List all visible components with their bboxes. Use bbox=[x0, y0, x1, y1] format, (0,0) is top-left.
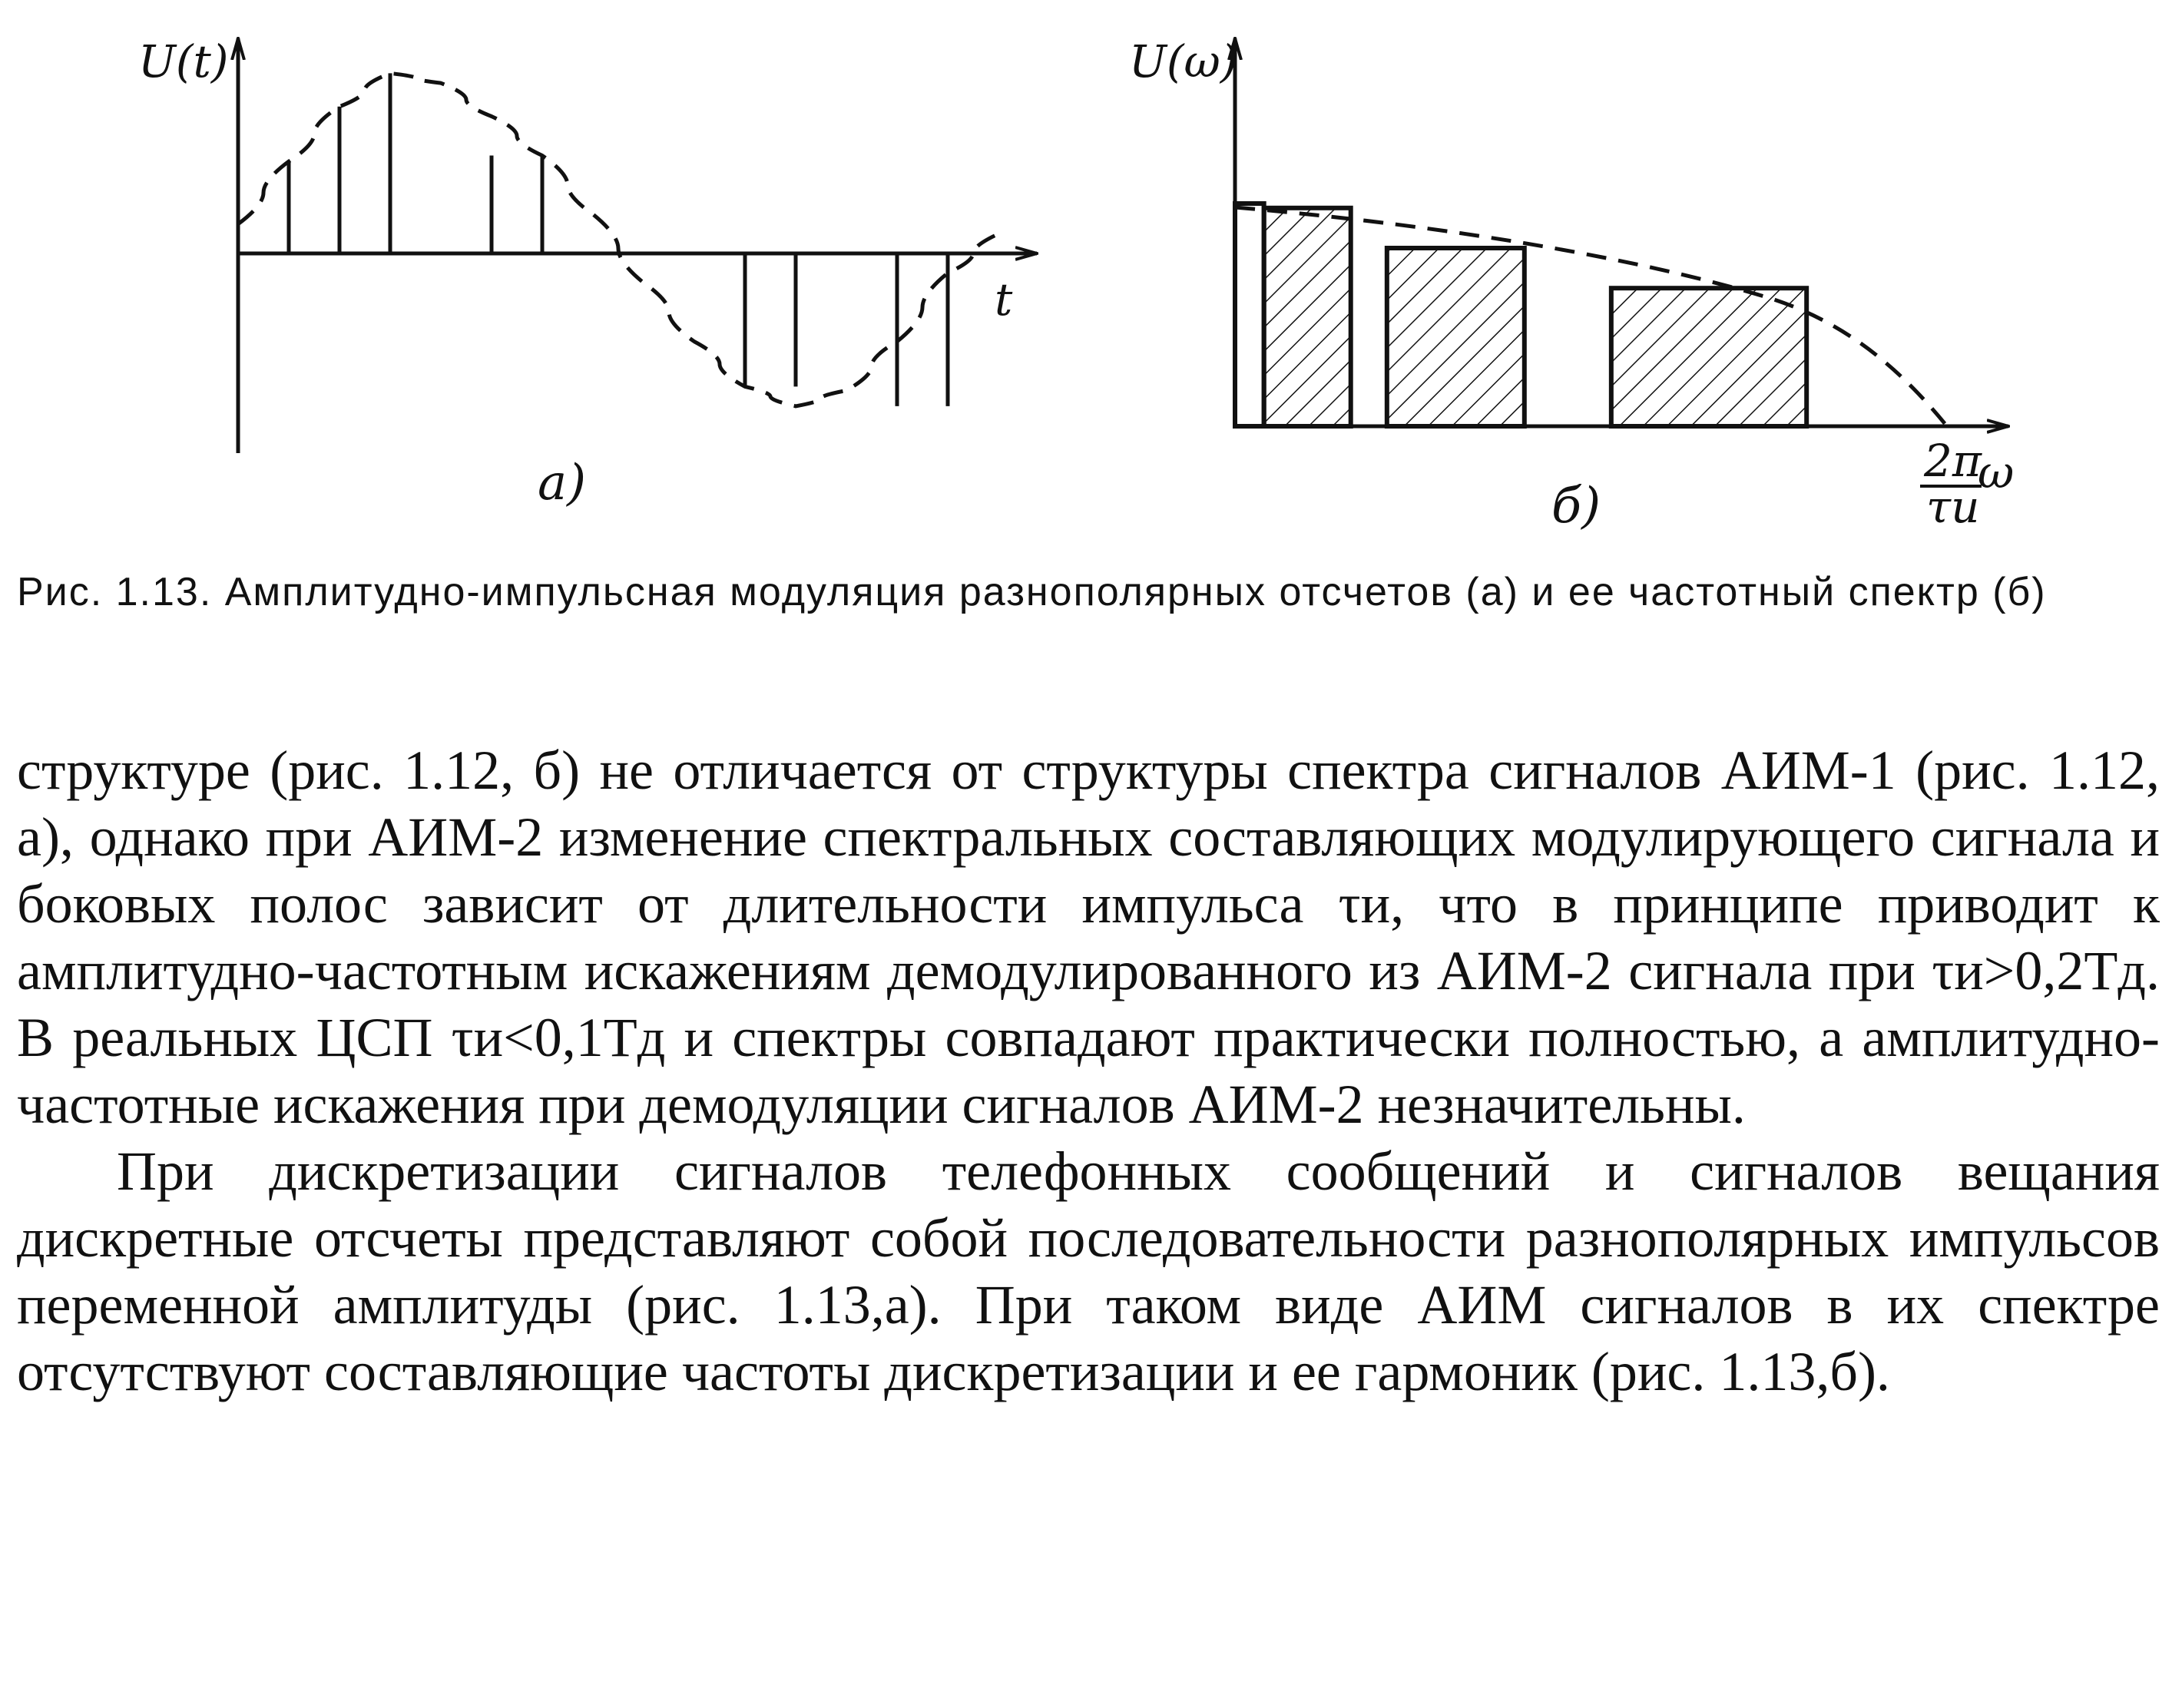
figure-b-spectrum-bars bbox=[1235, 204, 1806, 426]
paragraph-2: При дискретизации сигналов телефонных сообщений и сигналов вещания дискретные отсчеты представляют собой последовательности разнополярных импульсов переменной амплитуды (рис. 1.13,а). При таком виде АИМ сигналов в их спектре отсутствуют составляющие частоты дискретизации и ее гармоник (рис. 1.13,б). bbox=[17, 1140, 2160, 1402]
figure-b bbox=[1114, 23, 2035, 535]
figure-a bbox=[138, 23, 1075, 530]
caption-figure-number: Рис. 1.13. bbox=[17, 570, 225, 614]
body-text bbox=[17, 737, 2160, 1405]
figure-b-panel-label: б) bbox=[1551, 478, 1601, 535]
figure-a-sample-pulses bbox=[289, 73, 948, 406]
figure-b-spectrum-bar-3 bbox=[1387, 248, 1525, 426]
figure-b-y-label: U(ω) bbox=[1129, 35, 1238, 88]
figure-a-y-label: U(t) bbox=[138, 35, 229, 88]
figure-b-x-label: ω bbox=[1978, 446, 2015, 498]
caption-text: Амплитудно-импульсная модуляция разнополярных отсчетов (а) и ее частотный спектр (б) bbox=[224, 570, 2047, 614]
paragraph-1: структуре (рис. 1.12, б) не отличается от структуры спектра сигналов АИМ-1 (рис. 1.12, а), однако при АИМ-2 изменение спектральных составляющих модулирующего сигнала и боковых полос зависит от длительности импульса τи, что в принципе приводит к амплитудно-частотным искажениям демодулированного из АИМ-2 сигнала при τи>0,2Tд. В реальных ЦСП τи<0,1Tд и спектры совпадают практически полностью, а амплитудно-частотные искажения при демодуляции сигналов АИМ-2 незначительны. bbox=[17, 740, 2160, 1135]
figure-b-spectrum-bar-4 bbox=[1611, 288, 1806, 426]
figure-caption bbox=[17, 564, 2160, 620]
figure-a-panel-label: а) bbox=[538, 455, 587, 511]
figure-b-tick-numerator: 2π bbox=[1924, 435, 1982, 487]
figure-b-spectrum-bar-2 bbox=[1264, 208, 1351, 426]
figure-a-x-label: t bbox=[995, 273, 1013, 326]
figure-a-envelope-curve bbox=[238, 73, 998, 406]
figure-b-spectrum-bar-1 bbox=[1235, 204, 1264, 426]
figure-b-tick-denominator: τи bbox=[1926, 481, 1980, 533]
